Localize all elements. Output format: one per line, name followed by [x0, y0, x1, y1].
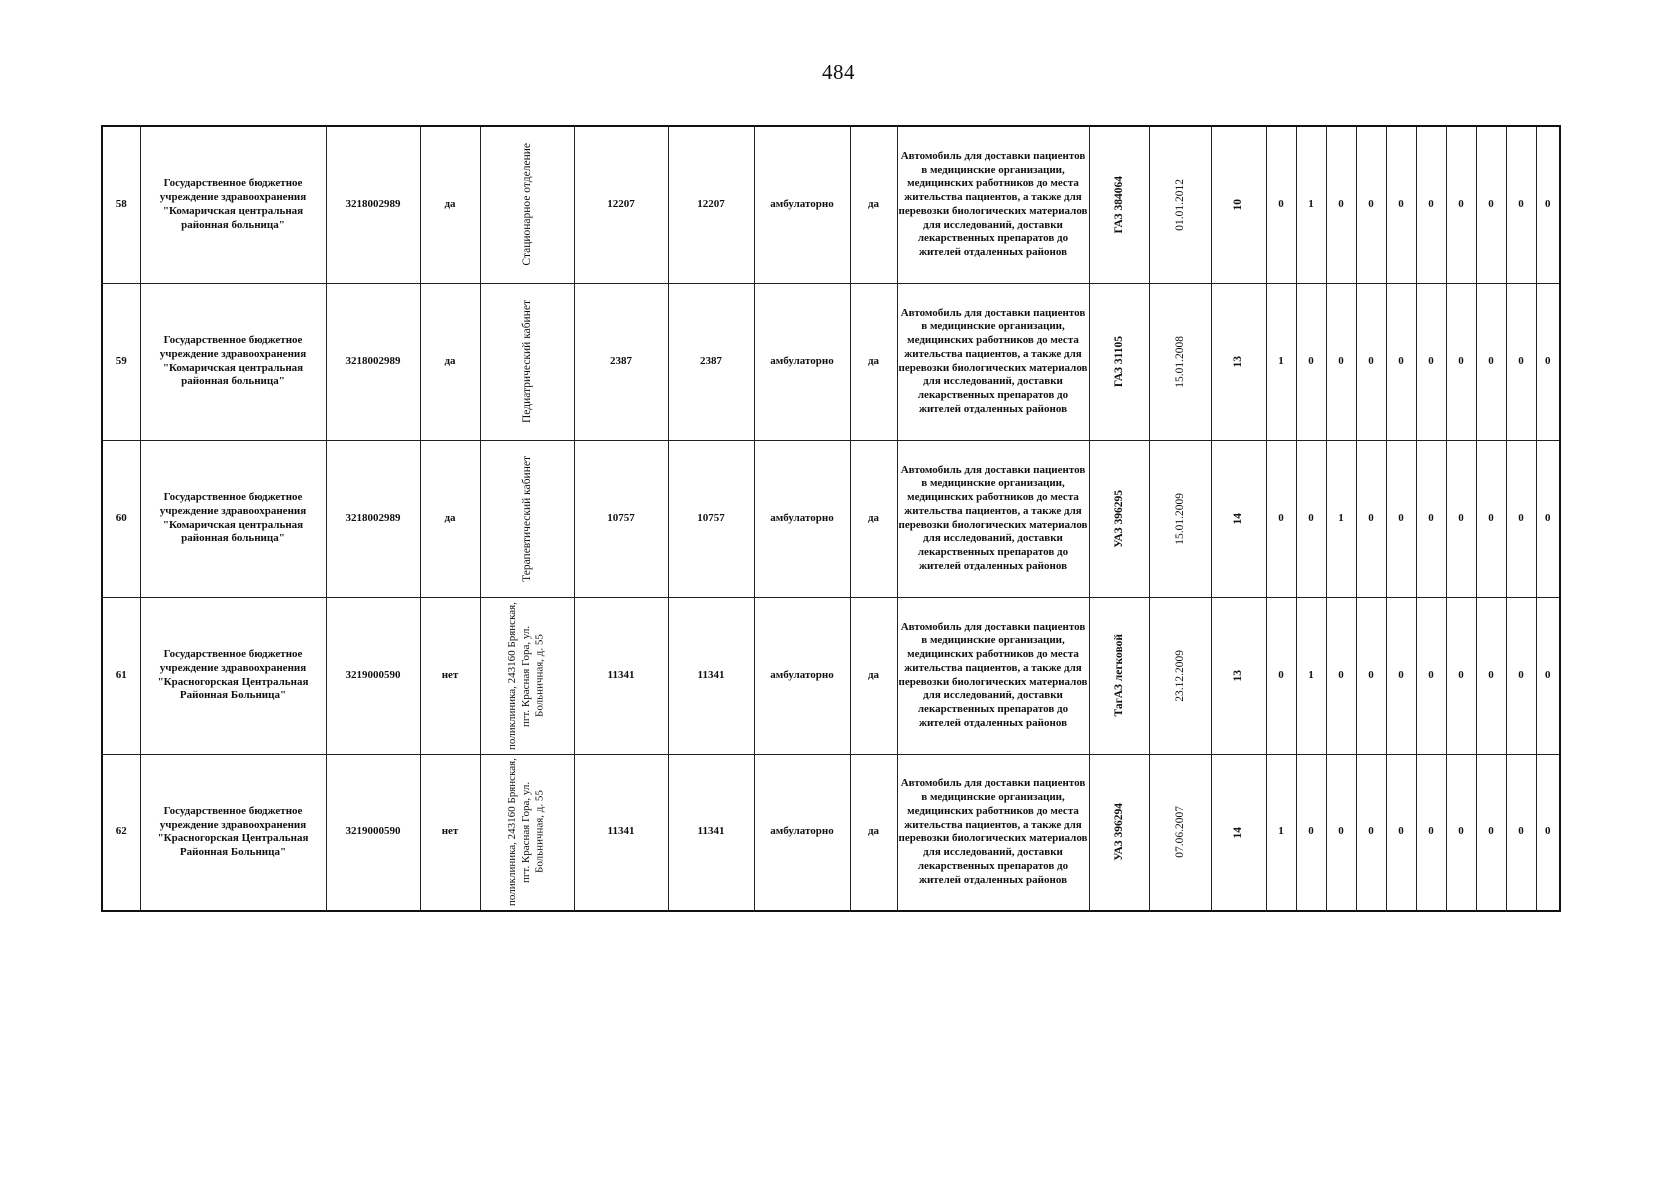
purpose-cell: Автомобиль для доставки пациентов в медицинские организации, медицинских работников до места жительства пациентов, а также для перевозки биологических материалов для исследований, доставки лекарственных препаратов до жителей отдаленных районов [897, 126, 1089, 283]
department-text: Терапевтический кабинет [520, 455, 533, 582]
vehicle-text: ГАЗ 31105 [1112, 335, 1125, 388]
age-text: 14 [1232, 512, 1245, 525]
date-text: 15.01.2009 [1173, 492, 1186, 545]
department-cell [480, 283, 574, 440]
age-cell [1211, 440, 1266, 597]
vehicle-text: ГАЗ 384064 [1112, 175, 1125, 234]
count-cell: 0 [1356, 440, 1386, 597]
row-number: 61 [102, 597, 140, 754]
count-cell: 0 [1356, 126, 1386, 283]
count-cell: 0 [1506, 754, 1536, 911]
purpose-cell: Автомобиль для доставки пациентов в медицинские организации, медицинских работников до места жительства пациентов, а также для перевозки биологических материалов для исследований, доставки лекарственных препаратов до жителей отдаленных районов [897, 754, 1089, 911]
department-cell [480, 754, 574, 911]
flag-cell: нет [420, 597, 480, 754]
count-cell: 1 [1296, 126, 1326, 283]
flag-cell: да [420, 283, 480, 440]
count-cell: 0 [1536, 597, 1560, 754]
count-cell: 0 [1506, 126, 1536, 283]
purpose-cell: Автомобиль для доставки пациентов в медицинские организации, медицинских работников до места жительства пациентов, а также для перевозки биологических материалов для исследований, доставки лекарственных препаратов до жителей отдаленных районов [897, 283, 1089, 440]
date-cell [1149, 597, 1211, 754]
count-cell: 0 [1416, 754, 1446, 911]
flag-cell: да [420, 126, 480, 283]
date-text: 07.06.2007 [1173, 806, 1186, 859]
value-a-cell: 10757 [574, 440, 668, 597]
age-cell [1211, 754, 1266, 911]
count-cell: 0 [1266, 126, 1296, 283]
flag-cell: нет [420, 754, 480, 911]
value-b-cell: 2387 [668, 283, 754, 440]
value-b-cell: 12207 [668, 126, 754, 283]
count-cell: 0 [1416, 283, 1446, 440]
table-row [102, 754, 1560, 911]
value-b-cell: 10757 [668, 440, 754, 597]
count-cell: 0 [1356, 283, 1386, 440]
count-cell: 0 [1506, 597, 1536, 754]
department-cell [480, 440, 574, 597]
row-number: 60 [102, 440, 140, 597]
count-cell: 0 [1386, 126, 1416, 283]
date-text: 01.01.2012 [1173, 178, 1186, 231]
department-text: Стационарное отделение [520, 143, 533, 267]
count-cell: 0 [1536, 283, 1560, 440]
count-cell: 0 [1326, 126, 1356, 283]
count-cell: 0 [1476, 597, 1506, 754]
value-b-cell: 11341 [668, 754, 754, 911]
purpose-cell: Автомобиль для доставки пациентов в медицинские организации, медицинских работников до места жительства пациентов, а также для перевозки биологических материалов для исследований, доставки лекарственных препаратов до жителей отдаленных районов [897, 597, 1089, 754]
vehicle-cell [1089, 440, 1149, 597]
count-cell: 0 [1416, 440, 1446, 597]
table-row [102, 440, 1560, 597]
value-a-cell: 12207 [574, 126, 668, 283]
date-cell [1149, 754, 1211, 911]
count-cell: 0 [1386, 440, 1416, 597]
inn-cell: 3218002989 [326, 283, 420, 440]
flag2-cell: да [850, 754, 897, 911]
count-cell: 0 [1356, 754, 1386, 911]
row-number: 59 [102, 283, 140, 440]
flag2-cell: да [850, 440, 897, 597]
care-type-cell: амбулаторно [754, 597, 850, 754]
vehicle-cell [1089, 754, 1149, 911]
count-cell: 0 [1386, 597, 1416, 754]
inn-cell: 3218002989 [326, 126, 420, 283]
care-type-cell: амбулаторно [754, 126, 850, 283]
value-b-cell: 11341 [668, 597, 754, 754]
count-cell: 0 [1296, 440, 1326, 597]
date-cell [1149, 440, 1211, 597]
vehicle-text: ТагАЗ легковой [1112, 634, 1125, 717]
vehicle-register-table [101, 125, 1561, 912]
flag2-cell: да [850, 597, 897, 754]
department-cell [480, 597, 574, 754]
count-cell: 0 [1446, 440, 1476, 597]
purpose-cell: Автомобиль для доставки пациентов в медицинские организации, медицинских работников до места жительства пациентов, а также для перевозки биологических материалов для исследований, доставки лекарственных препаратов до жителей отдаленных районов [897, 440, 1089, 597]
count-cell: 0 [1506, 283, 1536, 440]
age-cell [1211, 597, 1266, 754]
inn-cell: 3218002989 [326, 440, 420, 597]
count-cell: 0 [1326, 754, 1356, 911]
count-cell: 0 [1476, 126, 1506, 283]
age-text: 10 [1232, 199, 1245, 211]
count-cell: 0 [1386, 754, 1416, 911]
age-cell [1211, 126, 1266, 283]
count-cell: 0 [1476, 754, 1506, 911]
age-text: 13 [1232, 669, 1245, 682]
department-cell [480, 126, 574, 283]
flag-cell: да [420, 440, 480, 597]
vehicle-cell [1089, 597, 1149, 754]
count-cell: 0 [1266, 440, 1296, 597]
count-cell: 0 [1446, 283, 1476, 440]
age-text: 13 [1232, 355, 1245, 368]
row-number: 58 [102, 126, 140, 283]
count-cell: 0 [1266, 597, 1296, 754]
department-text: поликлиника, 243160 Брянская, пгт. Красная Гора, ул. Больничная, д. 55 [506, 601, 546, 750]
date-text: 23.12.2009 [1173, 649, 1186, 702]
count-cell: 0 [1506, 440, 1536, 597]
count-cell: 1 [1326, 440, 1356, 597]
table-row [102, 283, 1560, 440]
date-cell [1149, 126, 1211, 283]
count-cell: 0 [1476, 440, 1506, 597]
value-a-cell: 11341 [574, 597, 668, 754]
count-cell: 0 [1536, 126, 1560, 283]
vehicle-cell [1089, 283, 1149, 440]
count-cell: 1 [1266, 754, 1296, 911]
count-cell: 0 [1326, 597, 1356, 754]
flag2-cell: да [850, 283, 897, 440]
care-type-cell: амбулаторно [754, 440, 850, 597]
care-type-cell: амбулаторно [754, 283, 850, 440]
department-text: поликлиника, 243160 Брянская, пгт. Красная Гора, ул. Больничная, д. 55 [506, 758, 546, 907]
organization-name: Государственное бюджетное учреждение здравоохранения "Комаричская центральная районная больница" [140, 440, 326, 597]
table-row [102, 126, 1560, 283]
count-cell: 0 [1416, 126, 1446, 283]
date-cell [1149, 283, 1211, 440]
count-cell: 0 [1296, 754, 1326, 911]
count-cell: 0 [1356, 597, 1386, 754]
count-cell: 1 [1266, 283, 1296, 440]
count-cell: 0 [1536, 754, 1560, 911]
organization-name: Государственное бюджетное учреждение здравоохранения "Красногорская Центральная Районная Больница" [140, 754, 326, 911]
age-cell [1211, 283, 1266, 440]
count-cell: 0 [1536, 440, 1560, 597]
table-row [102, 597, 1560, 754]
vehicle-cell [1089, 126, 1149, 283]
row-number: 62 [102, 754, 140, 911]
count-cell: 0 [1296, 283, 1326, 440]
organization-name: Государственное бюджетное учреждение здравоохранения "Комаричская центральная районная больница" [140, 126, 326, 283]
value-a-cell: 2387 [574, 283, 668, 440]
age-text: 14 [1232, 826, 1245, 838]
vehicle-text: УАЗ 396295 [1112, 489, 1125, 548]
count-cell: 0 [1326, 283, 1356, 440]
count-cell: 0 [1446, 754, 1476, 911]
care-type-cell: амбулаторно [754, 754, 850, 911]
count-cell: 1 [1296, 597, 1326, 754]
date-text: 15.01.2008 [1173, 335, 1186, 388]
inn-cell: 3219000590 [326, 754, 420, 911]
value-a-cell: 11341 [574, 754, 668, 911]
count-cell: 0 [1446, 597, 1476, 754]
page-number: 484 [822, 60, 855, 84]
organization-name: Государственное бюджетное учреждение здравоохранения "Комаричская центральная районная больница" [140, 283, 326, 440]
inn-cell: 3219000590 [326, 597, 420, 754]
count-cell: 0 [1446, 126, 1476, 283]
count-cell: 0 [1386, 283, 1416, 440]
department-text: Педиатрический кабинет [520, 300, 533, 423]
count-cell: 0 [1476, 283, 1506, 440]
count-cell: 0 [1416, 597, 1446, 754]
vehicle-text: УАЗ 396294 [1112, 803, 1125, 862]
flag2-cell: да [850, 126, 897, 283]
organization-name: Государственное бюджетное учреждение здравоохранения "Красногорская Центральная Районная Больница" [140, 597, 326, 754]
